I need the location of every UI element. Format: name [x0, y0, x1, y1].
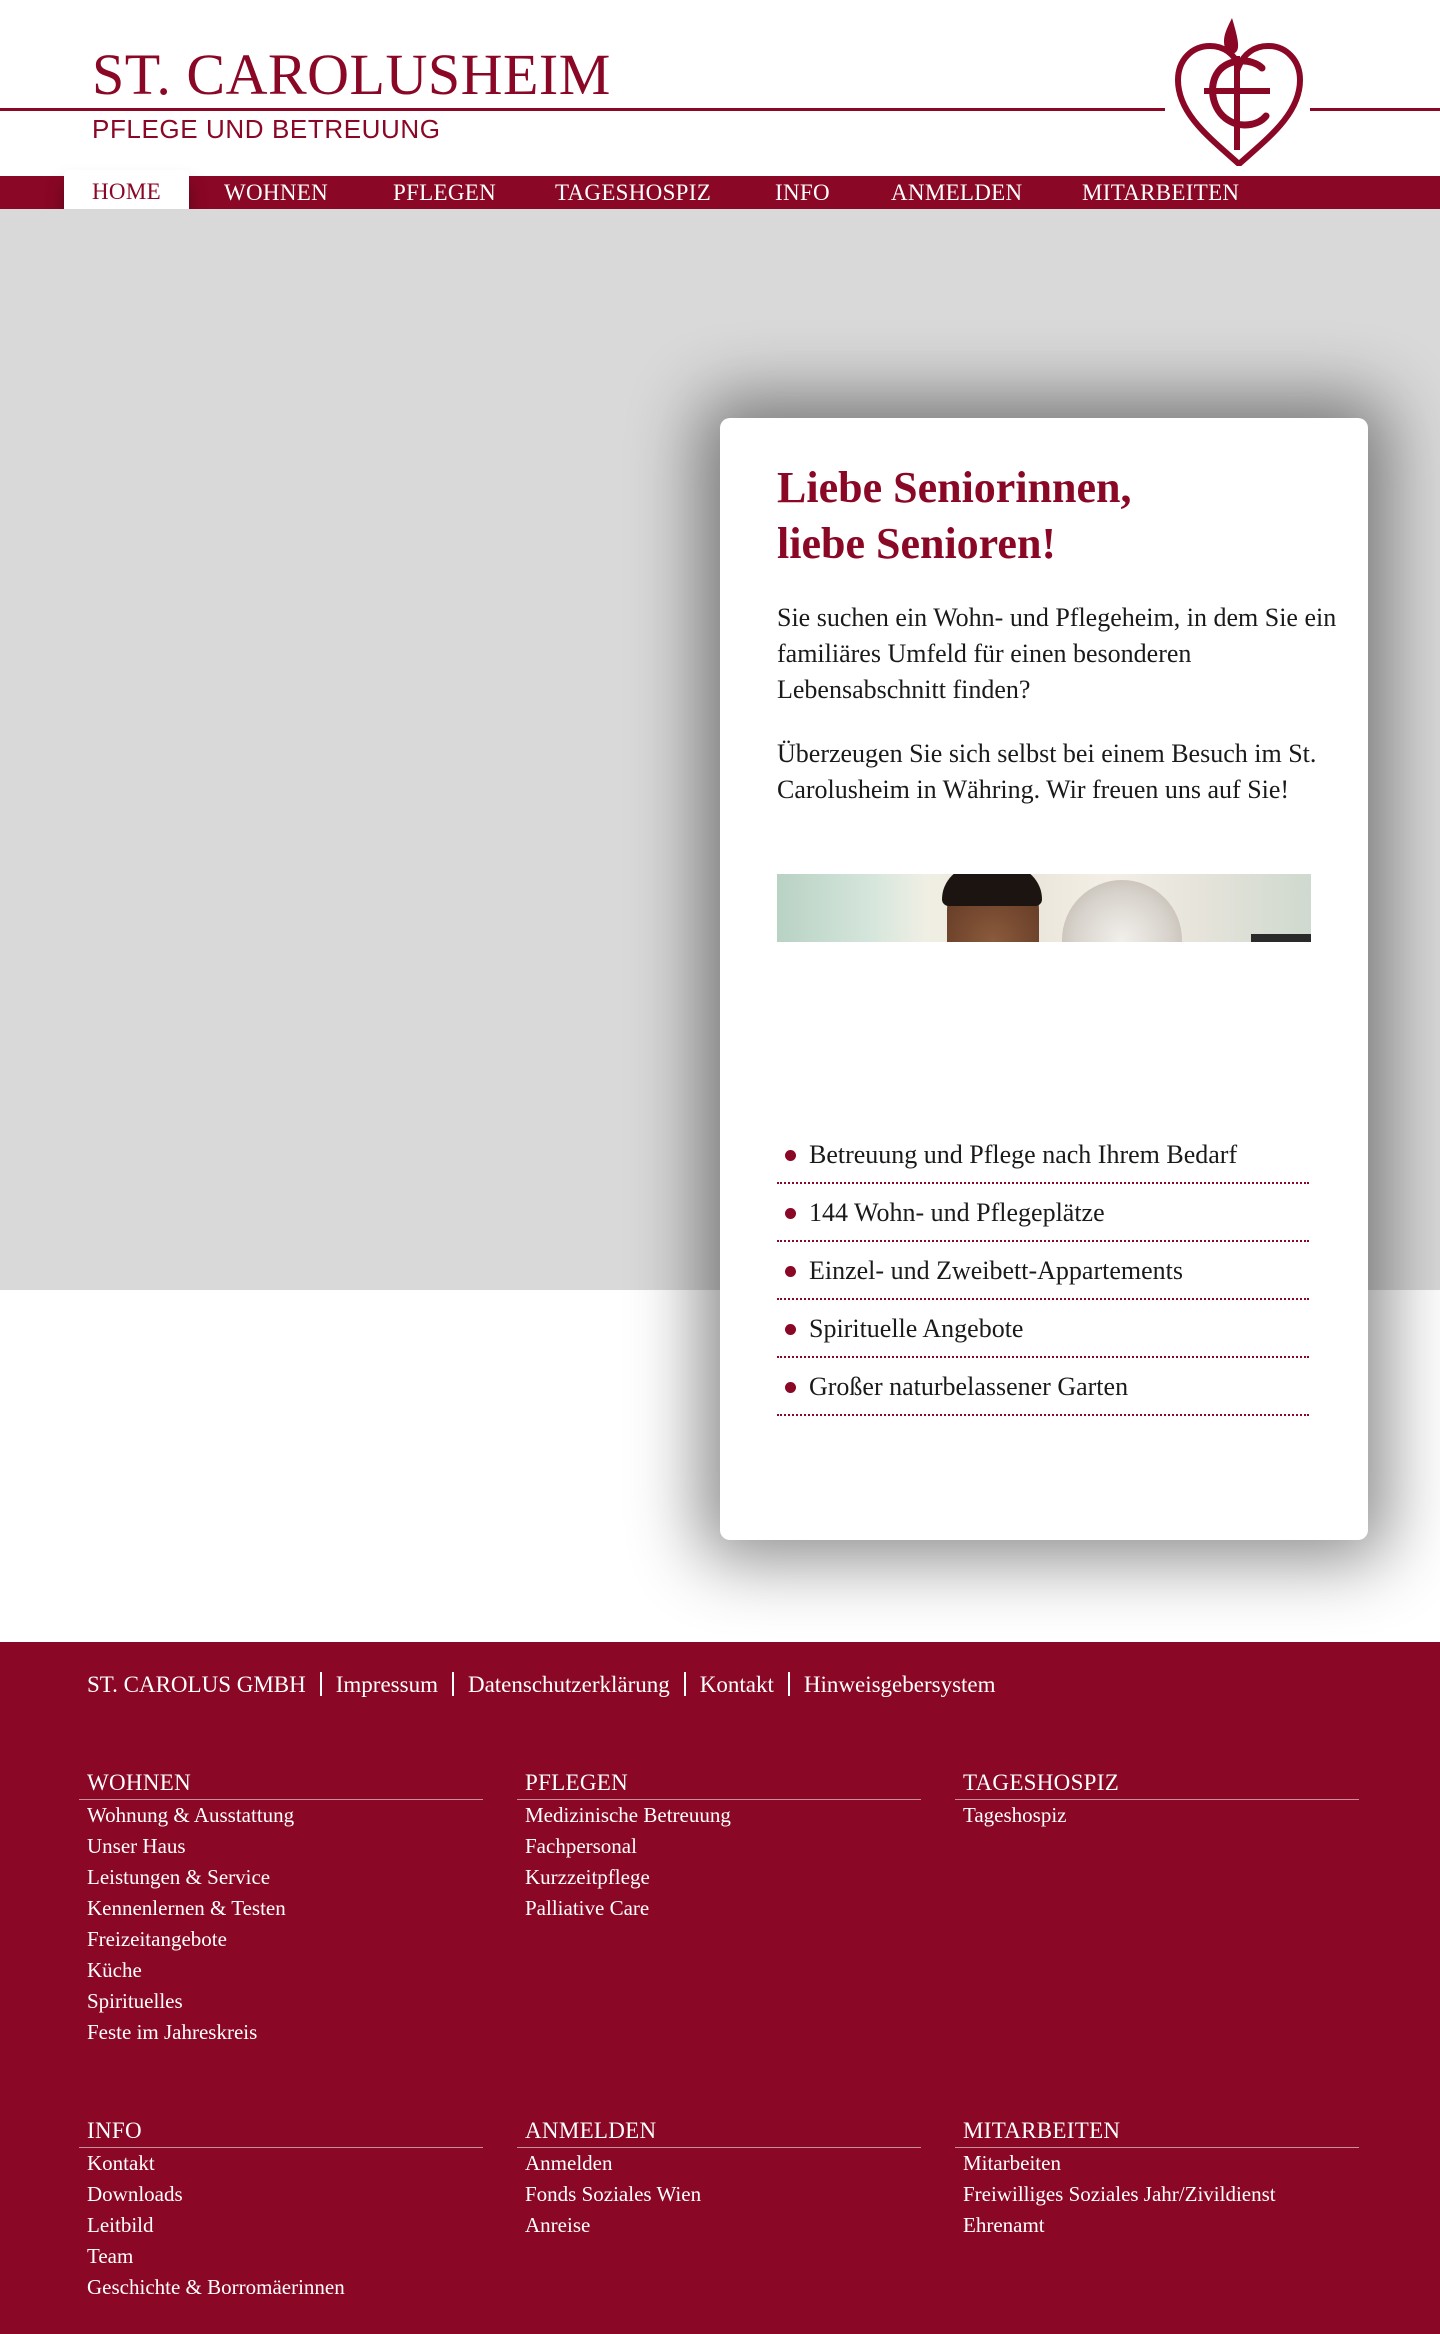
footer-link[interactable]: Geschichte & Borromäerinnen	[87, 2275, 345, 2299]
footer-list-mitarbeiten	[955, 2148, 1359, 2241]
welcome-heading-line-2: liebe Senioren!	[777, 519, 1057, 568]
footer-separator	[320, 1672, 322, 1696]
list-item	[777, 1242, 1309, 1300]
footer-link[interactable]: Feste im Jahreskreis	[87, 2020, 258, 2044]
footer-list-info	[79, 2148, 483, 2303]
footer-link[interactable]: Fachpersonal	[525, 1834, 637, 1858]
welcome-card	[720, 418, 1368, 1540]
footer-link[interactable]: Küche	[87, 1958, 142, 1982]
footer-link[interactable]: Anmelden	[525, 2151, 613, 2175]
list-item	[777, 1358, 1309, 1416]
footer-column-anmelden	[517, 2118, 921, 2241]
photo-person-1-hair	[942, 874, 1042, 906]
nav-item-info[interactable]: INFO	[775, 180, 830, 205]
footer-link[interactable]: Kennenlernen & Testen	[87, 1896, 286, 1920]
footer-link[interactable]: Leistungen & Service	[87, 1865, 271, 1889]
nav-item-mitarbeiten[interactable]: MITARBEITEN	[1082, 180, 1240, 205]
bullet-icon	[785, 1382, 796, 1393]
footer-link[interactable]: Mitarbeiten	[963, 2151, 1061, 2175]
footer-list-pflegen	[517, 1800, 921, 1924]
bullet-icon	[785, 1208, 796, 1219]
nav-item-tageshospiz[interactable]: TAGESHOSPIZ	[555, 180, 712, 205]
footer-link-datenschutz[interactable]: Datenschutzerklärung	[467, 1672, 670, 1697]
nav-item-anmelden[interactable]: ANMELDEN	[891, 180, 1023, 205]
footer-link[interactable]: Tageshospiz	[963, 1803, 1067, 1827]
footer-link[interactable]: Kurzzeitpflege	[525, 1865, 650, 1889]
footer-link[interactable]: Wohnung & Ausstattung	[87, 1803, 295, 1827]
main-navigation	[0, 176, 1440, 209]
header-rule-right	[1310, 108, 1440, 111]
footer-list-wohnen	[79, 1800, 483, 2048]
footer-heading-info[interactable]: INFO	[79, 2118, 483, 2148]
footer-link[interactable]: Downloads	[87, 2182, 183, 2206]
footer-column-pflegen	[517, 1770, 921, 1924]
feature-text: 144 Wohn- und Pflegeplätze	[809, 1198, 1105, 1227]
footer-list-tageshospiz	[955, 1800, 1359, 1831]
feature-text: Großer naturbelassener Garten	[809, 1372, 1129, 1401]
footer-heading-tageshospiz[interactable]: TAGESHOSPIZ	[955, 1770, 1359, 1800]
footer-heading-mitarbeiten[interactable]: MITARBEITEN	[955, 2118, 1359, 2148]
nav-item-wohnen[interactable]: WOHNEN	[224, 180, 328, 205]
footer-link[interactable]: Medizinische Betreuung	[525, 1803, 731, 1827]
header-rule-left	[0, 108, 1165, 111]
site-header	[0, 0, 1440, 176]
bullet-icon	[785, 1150, 796, 1161]
photo-person-2	[1062, 880, 1182, 942]
footer-link[interactable]: Palliative Care	[525, 1896, 650, 1920]
flame-cross-heart-logo-icon[interactable]	[1170, 16, 1308, 166]
footer-link[interactable]: Fonds Soziales Wien	[525, 2182, 702, 2206]
footer-separator	[788, 1672, 790, 1696]
welcome-paragraph-1: Sie suchen ein Wohn- und Pflegeheim, in dem Sie ein familiäres Umfeld für einen besonderen Lebensabschnitt finden?	[777, 603, 1337, 704]
list-item	[777, 1184, 1309, 1242]
footer-column-info	[79, 2118, 483, 2303]
feature-text: Spirituelle Angebote	[809, 1314, 1024, 1343]
welcome-heading	[777, 460, 1337, 572]
footer-link[interactable]: Ehrenamt	[963, 2213, 1045, 2237]
residents-photo	[777, 874, 1311, 942]
feature-text: Betreuung und Pflege nach Ihrem Bedarf	[809, 1140, 1238, 1169]
list-item	[777, 1300, 1309, 1358]
footer-list-anmelden	[517, 2148, 921, 2241]
footer-separator	[684, 1672, 686, 1696]
footer-link[interactable]: Spirituelles	[87, 1989, 183, 2013]
footer-column-mitarbeiten	[955, 2118, 1359, 2241]
footer-link-hinweisgeber[interactable]: Hinweisgebersystem	[803, 1672, 996, 1697]
footer-link[interactable]: Freizeitangebote	[87, 1927, 227, 1951]
bullet-icon	[785, 1324, 796, 1335]
nav-item-pflegen[interactable]: PFLEGEN	[393, 180, 497, 205]
footer-link-impressum[interactable]: Impressum	[335, 1672, 438, 1697]
welcome-paragraph-2: Überzeugen Sie sich selbst bei einem Besuch im St. Carolusheim in Währing. Wir freuen uns auf Sie!	[777, 739, 1317, 804]
bullet-icon	[785, 1266, 796, 1277]
footer-link-company[interactable]: ST. CAROLUS GMBH	[87, 1672, 306, 1697]
footer-separator	[452, 1672, 454, 1696]
feature-text: Einzel- und Zweibett-Appartements	[809, 1256, 1183, 1285]
welcome-heading-line-1: Liebe Seniorinnen,	[777, 463, 1132, 512]
footer-heading-pflegen[interactable]: PFLEGEN	[517, 1770, 921, 1800]
footer-column-wohnen	[79, 1770, 483, 2048]
footer-column-tageshospiz	[955, 1770, 1359, 1831]
feature-list	[777, 1126, 1309, 1416]
footer-link[interactable]: Anreise	[525, 2213, 591, 2237]
footer-link-kontakt[interactable]: Kontakt	[699, 1672, 774, 1697]
list-item	[777, 1126, 1309, 1184]
footer-link[interactable]: Leitbild	[87, 2213, 154, 2237]
nav-item-home[interactable]: HOME	[64, 170, 189, 209]
footer-link[interactable]: Freiwilliges Soziales Jahr/Zivildienst	[963, 2182, 1276, 2206]
footer-link[interactable]: Kontakt	[87, 2151, 155, 2175]
site-subtitle: PFLEGE UND BETREUUNG	[92, 114, 441, 144]
footer-link-bar	[87, 1670, 996, 1700]
footer-heading-anmelden[interactable]: ANMELDEN	[517, 2118, 921, 2148]
site-footer	[0, 1642, 1440, 2334]
photo-shadow	[1251, 934, 1311, 942]
footer-link[interactable]: Team	[87, 2244, 134, 2268]
footer-heading-wohnen[interactable]: WOHNEN	[79, 1770, 483, 1800]
site-title[interactable]: ST. CAROLUSHEIM	[92, 42, 611, 107]
footer-link[interactable]: Unser Haus	[87, 1834, 186, 1858]
